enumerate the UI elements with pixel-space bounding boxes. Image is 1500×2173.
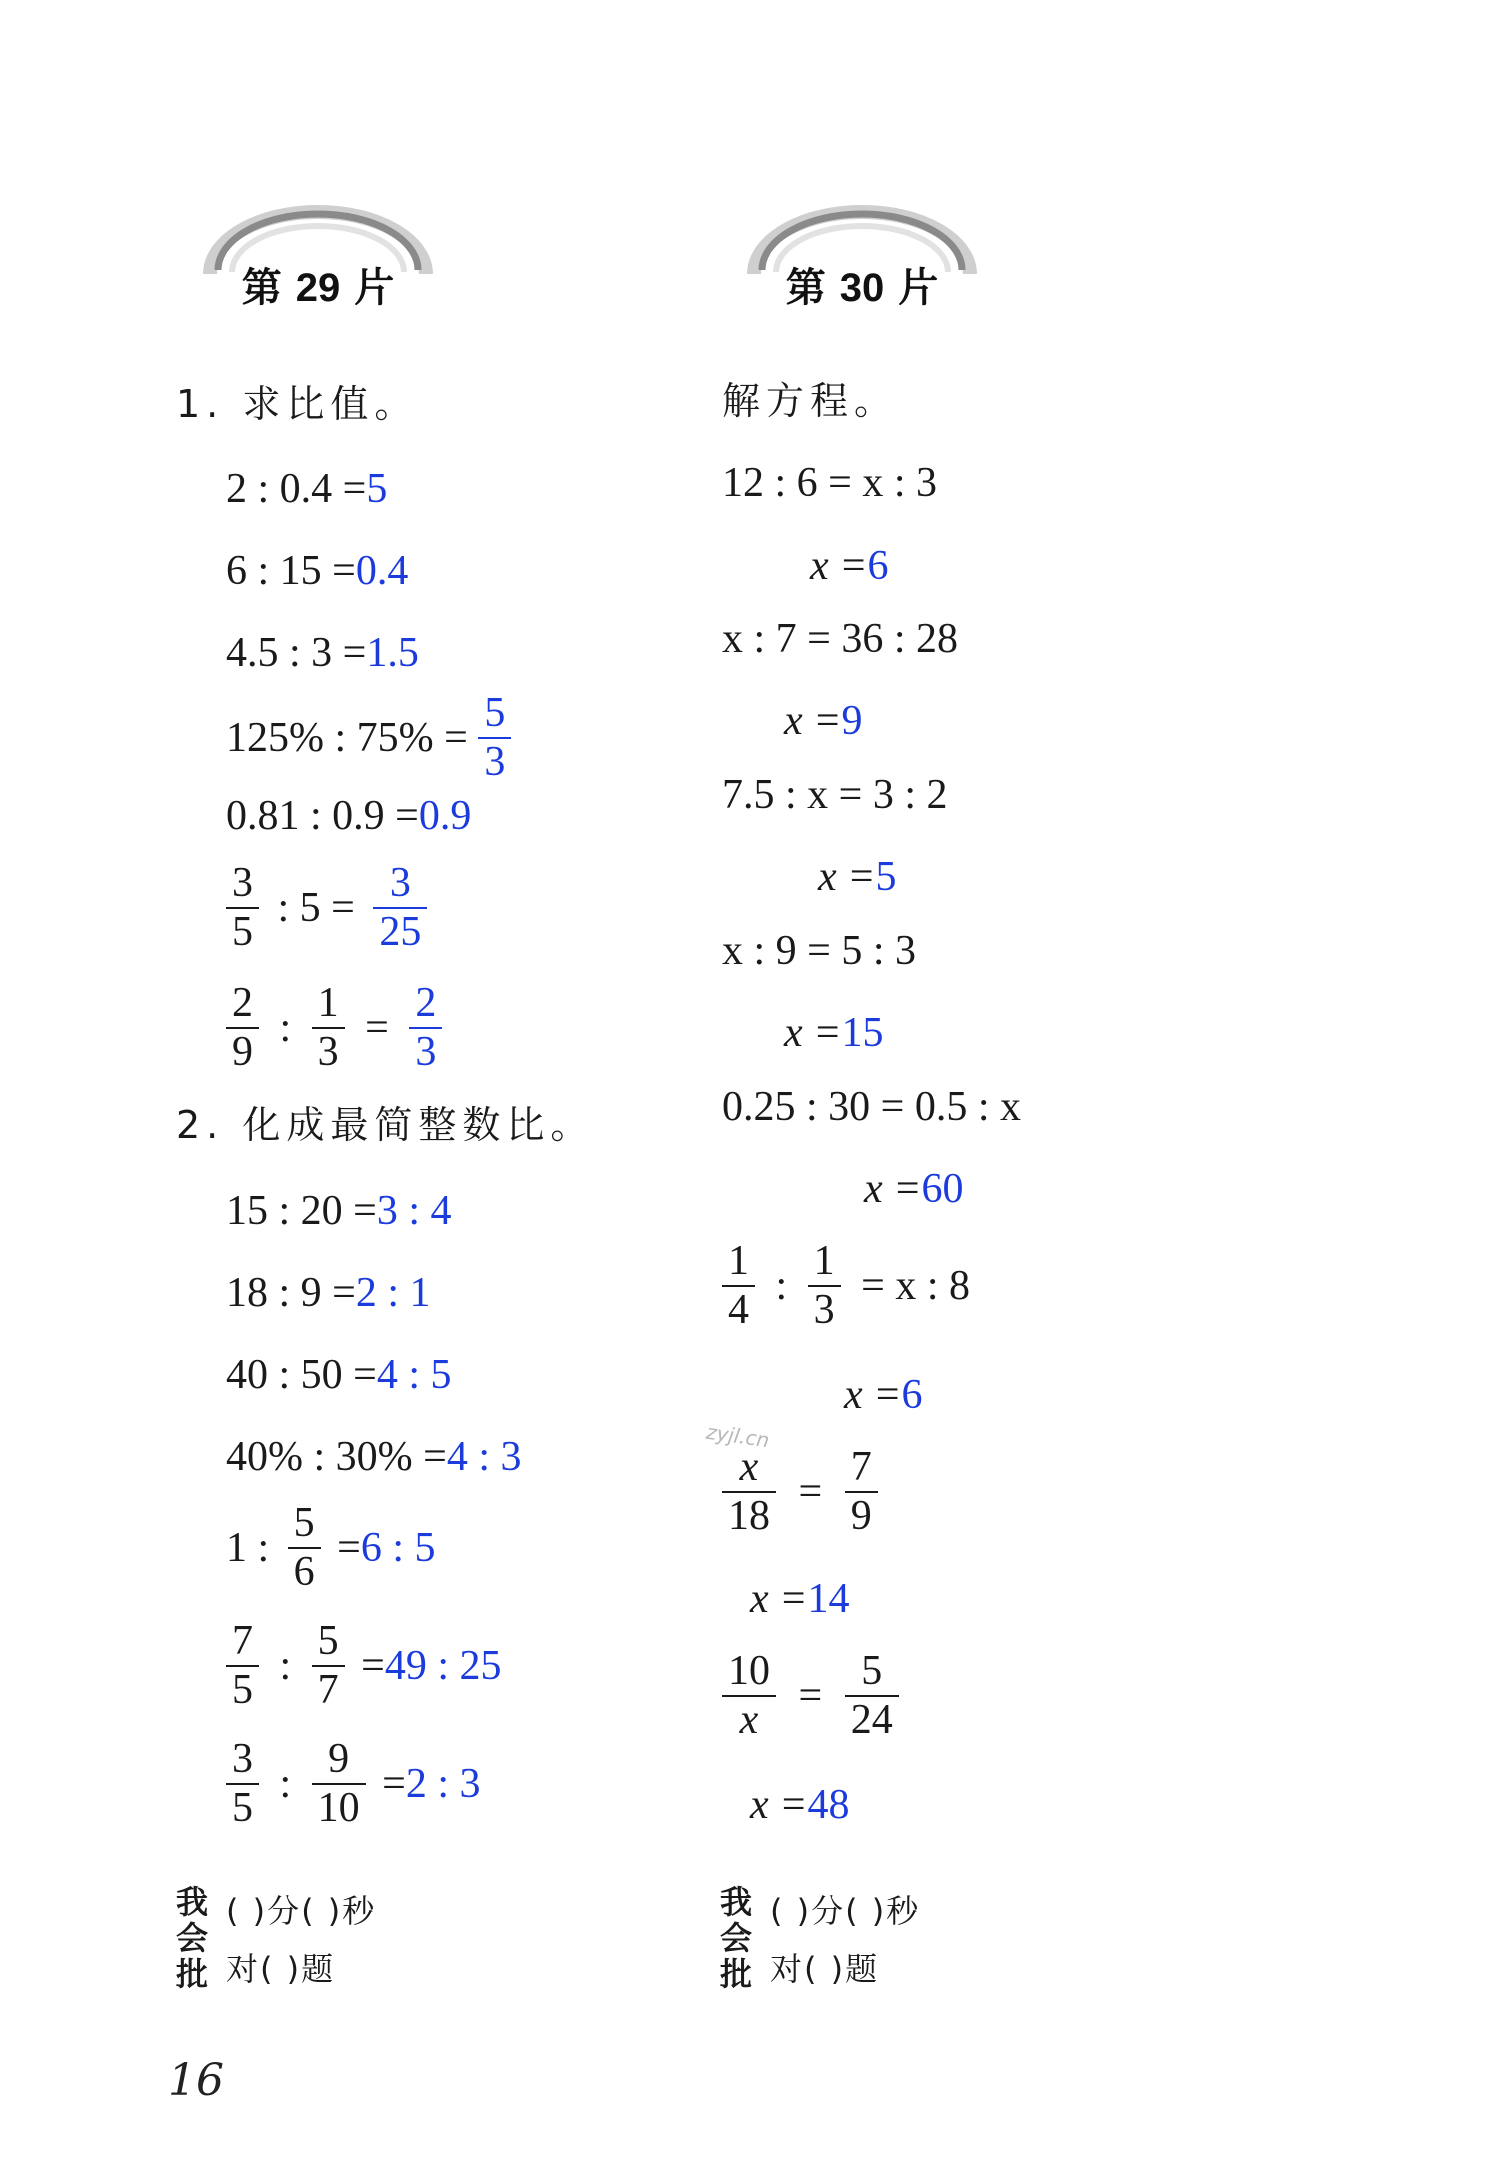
solution: x =48 bbox=[750, 1782, 850, 1828]
solution: x =6 bbox=[844, 1372, 923, 1418]
ratio-problem: 125% : 75% = $\frac{5}{3}$ bbox=[226, 690, 511, 786]
right-title: 解方程。 bbox=[722, 379, 899, 423]
watermark: zyjl.cn bbox=[704, 1419, 771, 1453]
page-number: 16 bbox=[168, 2055, 224, 2106]
simplify-problem: $\frac{3}{5}$ : $\frac{9}{10}$ =2 : 3 bbox=[226, 1736, 481, 1832]
correct-count-field: 对( )题 bbox=[770, 1950, 880, 1988]
ratio-problem: $\frac{2}{9}$ : $\frac{1}{3}$ = $\frac{2}{3}$ bbox=[226, 980, 442, 1076]
ratio-problem: 0.81 : 0.9 =0.9 bbox=[226, 793, 472, 839]
ratio-problem: 6 : 15 =0.4 bbox=[226, 548, 409, 594]
solution: x =15 bbox=[784, 1010, 884, 1056]
simplify-problem: 18 : 9 =2 : 1 bbox=[226, 1270, 431, 1316]
card-header-30 bbox=[742, 200, 982, 320]
section1-title: 1. 求比值。 bbox=[176, 382, 419, 426]
self-review-box bbox=[720, 1884, 1120, 2004]
correct-count-field: 对( )题 bbox=[226, 1950, 336, 1988]
equation: $\frac{1}{4}$ : $\frac{1}{3}$ = x : 8 bbox=[722, 1238, 970, 1334]
solution: x =60 bbox=[864, 1166, 964, 1212]
answer-fraction: $\frac{5}{3}$ bbox=[478, 690, 511, 786]
card-title: 第 29 片 bbox=[241, 265, 395, 311]
equation: 7.5 : x = 3 : 2 bbox=[722, 772, 948, 818]
answer-fraction: $\frac{3}{25}$ bbox=[373, 860, 427, 956]
equation: x : 7 = 36 : 28 bbox=[722, 616, 959, 662]
equation: $\frac{x}{18}$ = $\frac{7}{9}$ bbox=[722, 1444, 878, 1540]
answer-fraction: $\frac{2}{3}$ bbox=[409, 980, 442, 1076]
time-field: ( )分( )秒 bbox=[770, 1892, 921, 1930]
section2-title: 2. 化成最简整数比。 bbox=[176, 1103, 595, 1147]
equation: $\frac{10}{x}$ = $\frac{5}{24}$ bbox=[722, 1648, 899, 1744]
ratio-problem: 2 : 0.4 =5 bbox=[226, 466, 388, 512]
review-label: 我 会 批 bbox=[720, 1883, 753, 1993]
card-title: 第 30 片 bbox=[785, 265, 939, 311]
solution: x =9 bbox=[784, 698, 863, 744]
ratio-problem: 4.5 : 3 =1.5 bbox=[226, 630, 419, 676]
time-field: ( )分( )秒 bbox=[226, 1892, 377, 1930]
solution: x =14 bbox=[750, 1576, 850, 1622]
simplify-problem: 1 : $\frac{5}{6}$ =6 : 5 bbox=[226, 1500, 436, 1596]
simplify-problem: $\frac{7}{5}$ : $\frac{5}{7}$ =49 : 25 bbox=[226, 1618, 502, 1714]
self-review-box bbox=[176, 1884, 576, 2004]
card-header-29 bbox=[198, 200, 438, 320]
equation: 0.25 : 30 = 0.5 : x bbox=[722, 1084, 1022, 1130]
solution: x =5 bbox=[818, 854, 897, 900]
simplify-problem: 40 : 50 =4 : 5 bbox=[226, 1352, 452, 1398]
ratio-problem: $\frac{3}{5}$ : 5 = $\frac{3}{25}$ bbox=[226, 860, 427, 956]
simplify-problem: 40% : 30% =4 : 3 bbox=[226, 1434, 522, 1480]
equation: x : 9 = 5 : 3 bbox=[722, 928, 917, 974]
solution: x =6 bbox=[810, 543, 889, 589]
review-label: 我 会 批 bbox=[176, 1883, 209, 1993]
simplify-problem: 15 : 20 =3 : 4 bbox=[226, 1188, 452, 1234]
equation: 12 : 6 = x : 3 bbox=[722, 460, 938, 506]
